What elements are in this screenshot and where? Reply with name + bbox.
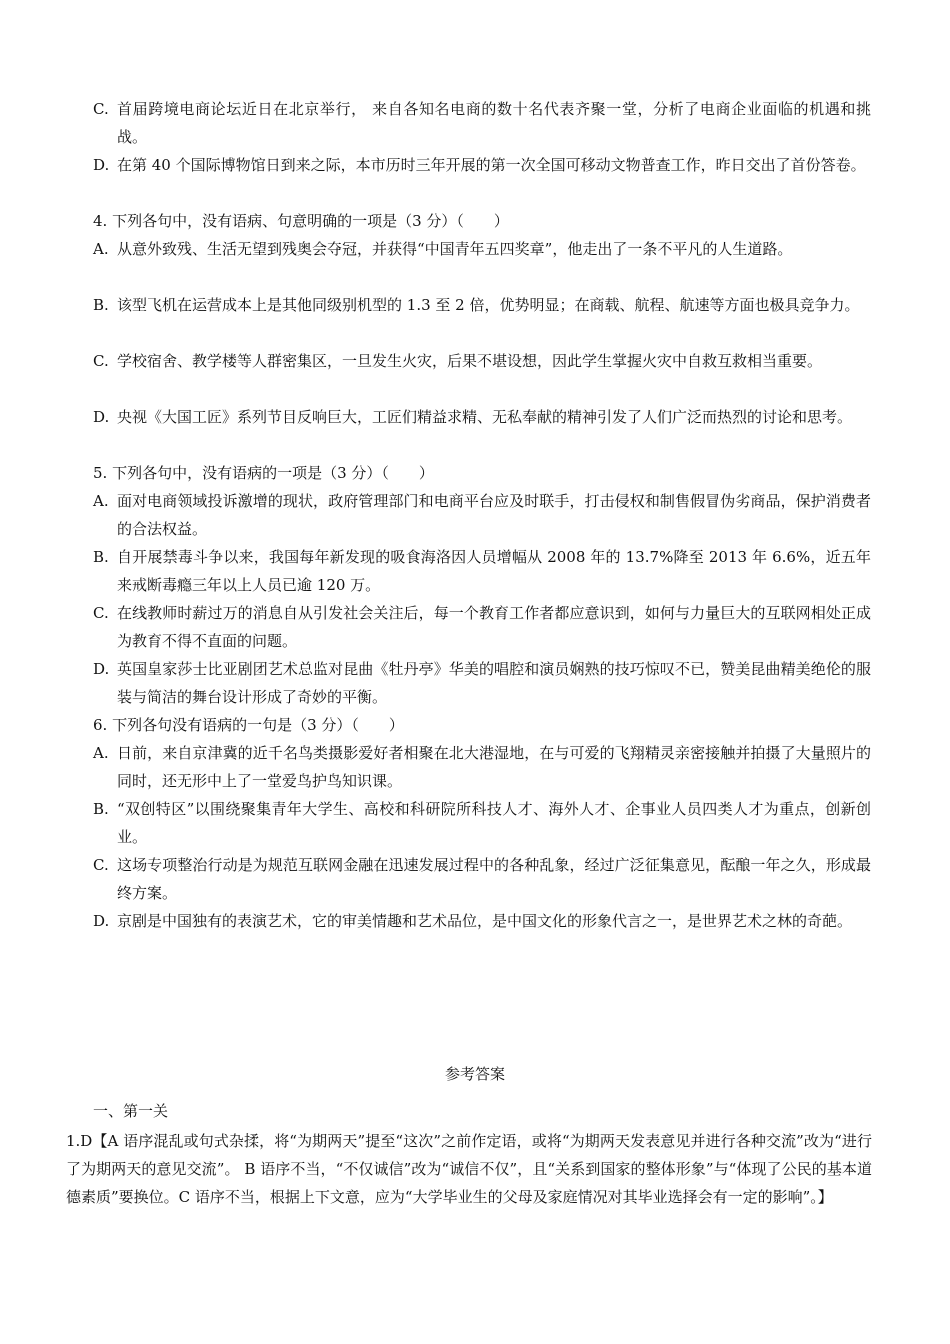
option-text: “双创特区”以围绕聚集青年大学生、高校和科研院所科技人才、海外人才、企事业人员四类人才为重点，创新创业。	[117, 800, 871, 846]
option-label: C.	[93, 856, 109, 874]
option-text: 面对电商领域投诉激增的现状，政府管理部门和电商平台应及时联手，打击侵权和制售假冒伪劣商品，保护消费者的合法权益。	[117, 492, 871, 538]
option-label: D.	[93, 156, 110, 174]
option-label: C.	[93, 100, 109, 118]
option-label: C.	[93, 352, 109, 370]
option-text: 在第 40 个国际博物馆日到来之际，本市历时三年开展的第一次全国可移动文物普查工作，昨日交出了首份答卷。	[117, 156, 866, 174]
q4-option-b	[93, 291, 871, 319]
q6-option-b	[93, 795, 871, 851]
q3-option-c	[93, 95, 871, 151]
answer-key-title: 参考答案	[444, 1065, 505, 1083]
option-label: C.	[93, 604, 109, 622]
q5-option-b	[93, 543, 871, 599]
option-label: B.	[93, 296, 109, 314]
option-label: A.	[93, 744, 109, 762]
option-text: 英国皇家莎士比亚剧团艺术总监对昆曲《牡丹亭》华美的唱腔和演员娴熟的技巧惊叹不已，赞美昆曲精美绝伦的服装与简洁的舞台设计形成了奇妙的平衡。	[117, 660, 871, 706]
q4-stem: 4. 下列各句中，没有语病、句意明确的一项是（3 分）（ ）	[93, 212, 509, 230]
option-text: 学校宿舍、教学楼等人群密集区，一旦发生火灾，后果不堪设想，因此学生掌握火灾中自救互救相当重要。	[117, 352, 823, 370]
option-text: 在线教师时薪过万的消息自从引发社会关注后，每一个教育工作者都应意识到，如何与力量巨大的互联网相处正成为教育不得不直面的问题。	[117, 604, 871, 650]
q4-option-a	[93, 235, 871, 263]
option-label: B.	[93, 800, 109, 818]
q5-option-a	[93, 487, 871, 543]
q5-stem: 5. 下列各句中，没有语病的一项是（3 分）（ ）	[93, 464, 434, 482]
option-text: 首届跨境电商论坛近日在北京举行， 来自各知名电商的数十名代表齐聚一堂，分析了电商企业面临的机遇和挑战。	[117, 100, 871, 146]
option-text: 京剧是中国独有的表演艺术，它的审美情趣和艺术品位，是中国文化的形象代言之一，是世界艺术之林的奇葩。	[117, 912, 853, 930]
option-label: D.	[93, 408, 110, 426]
option-text: 这场专项整治行动是为规范互联网金融在迅速发展过程中的各种乱象，经过广泛征集意见，酝酿一年之久，形成最终方案。	[117, 856, 871, 902]
option-text: 日前，来自京津冀的近千名鸟类摄影爱好者相聚在北大港湿地，在与可爱的飞翔精灵亲密接触并拍摄了大量照片的同时，还无形中上了一堂爱鸟护鸟知识课。	[117, 744, 871, 790]
q4-option-c	[93, 347, 871, 375]
q3-option-d	[93, 151, 871, 179]
answer-item-1: 1.D【A 语序混乱或句式杂揉，将“为期两天”提至“这次”之前作定语，或将“为期两天发表意见并进行各种交流”改为“进行了为期两天的意见交流”。 B 语序不当，“不仅诚信”改为“诚信不仅”，且“关系到国家的整体形象”与“体现了公民的基本道德素质”要换位。C 语序不当，根据上下文意，应为“大学毕业生的父母及家庭情况对其毕业选择会有一定的影响”。】	[66, 1132, 872, 1206]
q5-option-d	[93, 655, 871, 711]
q6-stem: 6. 下列各句没有语病的一句是（3 分）（ ）	[93, 716, 404, 734]
option-label: D.	[93, 912, 110, 930]
option-text: 央视《大国工匠》系列节目反响巨大，工匠们精益求精、无私奉献的精神引发了人们广泛而热烈的讨论和思考。	[117, 408, 853, 426]
option-label: A.	[93, 492, 109, 510]
q6-option-c	[93, 851, 871, 907]
option-label: D.	[93, 660, 110, 678]
option-label: B.	[93, 548, 109, 566]
option-text: 自开展禁毒斗争以来，我国每年新发现的吸食海洛因人员增幅从 2008 年的 13.7%降至 2013 年 6.6%，近五年来戒断毒瘾三年以上人员已逾 120 万。	[117, 548, 871, 594]
q4-option-d	[93, 403, 871, 431]
option-label: A.	[93, 240, 109, 258]
q5-option-c	[93, 599, 871, 655]
option-text: 该型飞机在运营成本上是其他同级别机型的 1.3 至 2 倍，优势明显；在商载、航程、航速等方面也极具竞争力。	[117, 296, 860, 314]
q6-option-d	[93, 907, 871, 935]
option-text: 从意外致残、生活无望到残奥会夺冠，并获得“中国青年五四奖章”，他走出了一条不平凡的人生道路。	[117, 240, 793, 258]
answer-section-heading: 一、第一关	[93, 1102, 169, 1120]
q6-option-a	[93, 739, 871, 795]
